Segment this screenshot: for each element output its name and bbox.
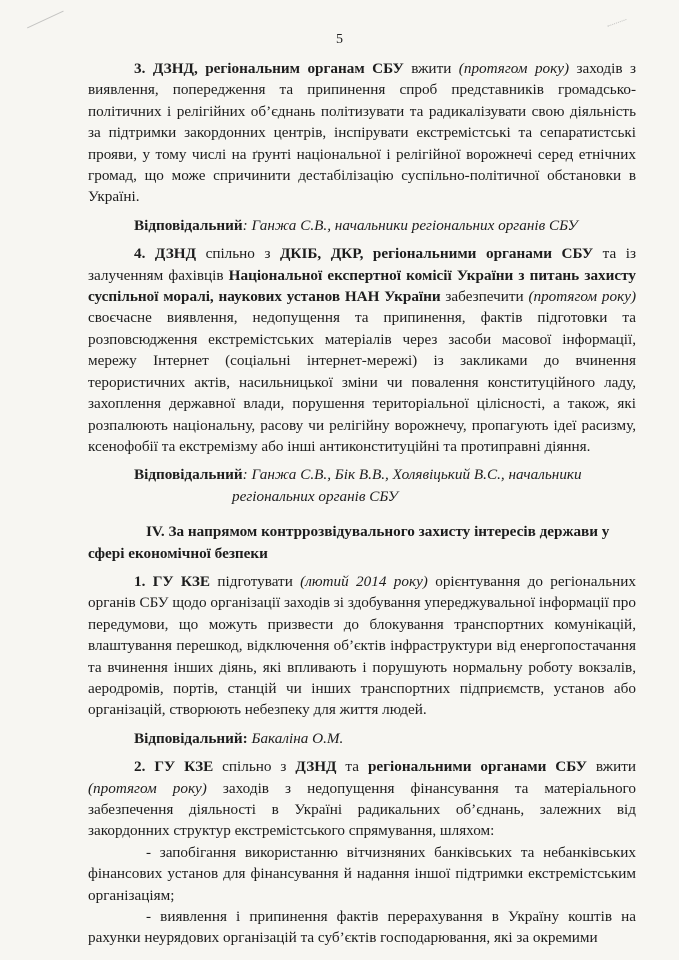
list-item: - виявлення і припинення фактів перерахування в Україну коштів на рахунки неурядових організацій та суб’єктів господарювання, які за окремими	[88, 908, 636, 947]
s4p2-text-1: спільно з	[213, 758, 296, 776]
s4p1-text-2: орієнтування до регіональних органів СБУ щодо організації заходів зі здобування упереджувальної інформації про передумови, що можуть призвести до блокування транспортних комунікацій, влаштування перешкод, відключення об’єктів інфраструктури від енергопостачання та вчинення інших діянь, які впливають і порушують нормальну роботу вокзалів, аеродромів, портів, станцій чи інших транспортних підприємств, установ або організацій, створюють небезпеку для життя людей.	[88, 572, 636, 719]
responsible-value: : Ганжа С.В., начальники регіональних органів СБУ	[242, 216, 578, 234]
page-number: 5	[336, 32, 343, 47]
responsible-value: Бакаліна О.М.	[247, 729, 344, 747]
paragraph-4-term: (протягом року)	[528, 288, 636, 306]
section-heading: IV. За напрямом контррозвідувального захисту інтересів держави у сфері економічної безпеки	[88, 523, 610, 562]
paragraph-3-term: (протягом року)	[458, 60, 570, 77]
document-body	[88, 58, 636, 949]
paragraph-4	[88, 243, 636, 457]
s4p2-term: (протягом року)	[88, 779, 207, 797]
s4p1-text-1: підготувати	[210, 572, 301, 590]
section-4-paragraph-2	[88, 756, 636, 842]
responsible-value-1: : Ганжа С.В., Бік В.В., Холявіцький В.С., начальники	[242, 466, 582, 484]
paragraph-4-bold-2: ДКІБ, ДКР, регіональними органами СБУ	[279, 245, 594, 263]
responsible-label: Відповідальний:	[134, 729, 248, 747]
paragraph-3-text-2: заходів з виявлення, попередження та припинення спроб представників громадсько-політичних і релігійних об’єднань політизувати та радикалізувати свою діяльність за підтримки закордонних центрів, інспірувати екстремістські та сепаратистські прояви, у тому числі на ґрунті національної і релігійної ворожнечі серед етнічних громад, що може спричинити дестабілізацію суспільно-політичної обстановки в Україні.	[88, 60, 636, 206]
paragraph-3	[88, 58, 636, 208]
paragraph-4-text-1: спільно з	[196, 245, 280, 263]
responsible-label: Відповідальний	[134, 466, 243, 484]
s4p2-bold-3: регіональними органами СБУ	[367, 758, 587, 776]
section-4-paragraph-1	[88, 571, 636, 721]
paragraph-4-bold-3: Національної експертної комісії України з питань захисту суспільної моралі, наукових установ НАН України	[88, 266, 636, 306]
s4p1-lead: 1. ГУ КЗЕ	[134, 572, 211, 590]
paragraph-3-lead: 3. ДЗНД, регіональним органам СБУ	[134, 60, 404, 77]
s4p1-term: (лютий 2014 року)	[300, 572, 428, 590]
paragraph-4-responsible	[88, 464, 636, 507]
s4p2-text-4: заходів з недопущення фінансування та матеріального забезпечення діяльності в Україні радикальних об’єднань, залежних від закордонних структур екстремістського спрямування, шляхом:	[88, 779, 637, 840]
paragraph-3-text-1: вжити	[403, 60, 459, 77]
paragraph-3-responsible	[88, 215, 636, 236]
paragraph-4-lead: 4. ДЗНД	[134, 245, 197, 263]
responsible-value-2: регіональних органів СБУ	[232, 487, 398, 505]
s4p2-text-2: та	[336, 758, 368, 776]
paragraph-4-text-2: та із залученням фахівців	[88, 245, 636, 284]
s4p2-text-3: вжити	[586, 758, 636, 776]
paragraph-4-text-3: забезпечити	[440, 288, 529, 306]
s4p2-bold-2: ДЗНД	[295, 758, 337, 776]
paragraph-4-text-4: своєчасне виявлення, недопущення та припинення, фактів підготовки та розповсюдження екстремістських матеріалів через засоби масової інформації, мережу Інтернет (соціальні інтернет-мережі) із закликами до вчинення терористичних актів, насильницької зміни чи повалення конституційного ладу, захоплення державної влади, порушення територіальної цілісності, а також, які розпалюють національну, расову чи релігійну ворожнечу, пропагують ідеї расизму, ксенофобії та екстремізму або інші антиконституційні та протиправні діяння.	[88, 309, 636, 455]
s4p2-lead: 2. ГУ КЗЕ	[134, 758, 214, 776]
list-item: - запобігання використанню вітчизняних банківських та небанківських фінансових установ для фінансування й надання іншої підтримки екстремістським організаціям;	[88, 843, 636, 904]
section-4-paragraph-1-responsible	[88, 728, 636, 749]
responsible-label: Відповідальний	[134, 216, 243, 234]
